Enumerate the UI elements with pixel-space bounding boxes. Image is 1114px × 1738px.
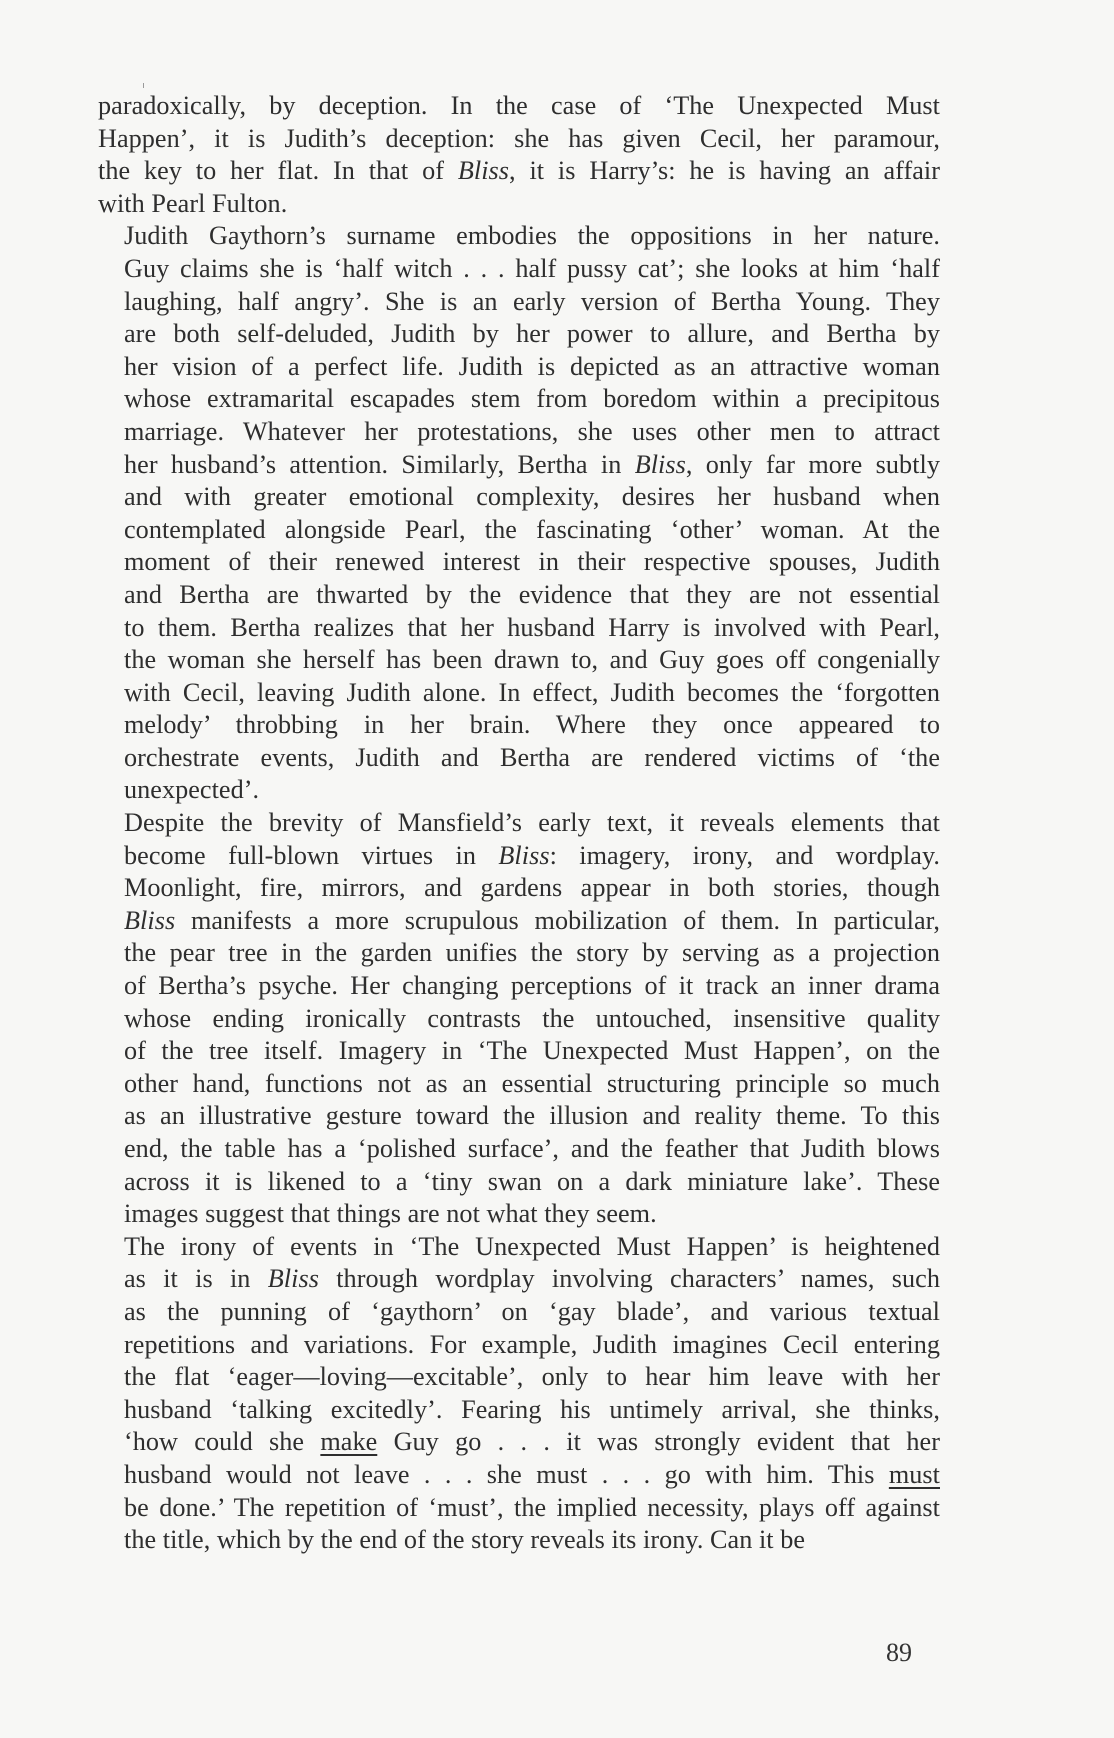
text-run: Happen’, it is Judith’s deception: she has given Cecil, her paramour, xyxy=(98,123,940,153)
text-line xyxy=(98,1296,940,1329)
italic-title: Bliss xyxy=(457,156,510,186)
text-line xyxy=(98,1263,940,1296)
text-line xyxy=(98,579,940,612)
text-run: paradoxically, by deception. In the case of ‘The Unexpected Must xyxy=(98,91,940,120)
text-run: The irony of events in ‘The Unexpected Must Happen’ is heightened xyxy=(124,1231,940,1261)
text-line xyxy=(98,970,940,1003)
text-line xyxy=(98,155,940,188)
text-run: contemplated alongside Pearl, the fascinating ‘other’ woman. At the xyxy=(124,514,940,544)
text-line xyxy=(98,774,940,807)
text-run: husband would not leave . . . she must . . . go with him. This xyxy=(124,1459,889,1489)
text-line xyxy=(98,1459,940,1492)
text-run: Moonlight, fire, mirrors, and gardens appear in both stories, though xyxy=(124,873,940,903)
text-line xyxy=(98,351,940,384)
text-line xyxy=(98,840,940,873)
underlined-emphasis: must xyxy=(888,1459,940,1489)
text-run: images suggest that things are not what they seem. xyxy=(124,1199,657,1229)
text-run: and Bertha are thwarted by the evidence that they are not essential xyxy=(124,579,940,609)
paragraph xyxy=(98,220,940,807)
body-text xyxy=(98,90,940,1557)
text-line xyxy=(98,1231,940,1264)
text-run: Despite the brevity of Mansfield’s early text, it reveals elements that xyxy=(124,808,940,838)
text-run: as an illustrative gesture toward the illusion and reality theme. To this xyxy=(124,1101,940,1131)
text-run: with Cecil, leaving Judith alone. In effect, Judith becomes the ‘forgotten xyxy=(124,677,940,707)
text-run: Judith Gaythorn’s surname embodies the oppositions in her nature. xyxy=(124,221,940,251)
text-line xyxy=(98,1426,940,1459)
text-run: ‘how could she xyxy=(124,1427,321,1457)
text-run: laughing, half angry’. She is an early version of Bertha Young. They xyxy=(124,286,940,316)
text-line xyxy=(98,937,940,970)
text-run: of the tree itself. Imagery in ‘The Unexpected Must Happen’, on the xyxy=(124,1036,940,1066)
text-line xyxy=(98,1394,940,1427)
text-line xyxy=(98,1100,940,1133)
text-line xyxy=(98,905,940,938)
text-line xyxy=(98,1329,940,1362)
text-line xyxy=(98,1166,940,1199)
text-line xyxy=(98,1524,940,1557)
text-run: repetitions and variations. For example, Judith imagines Cecil entering xyxy=(124,1329,940,1359)
text-run: melody’ throbbing in her brain. Where they once appeared to xyxy=(124,710,940,740)
text-run: with Pearl Fulton. xyxy=(98,188,288,218)
text-run: : imagery, irony, and wordplay. xyxy=(549,840,941,870)
text-run: become full-blown virtues in xyxy=(124,840,499,870)
italic-title: Bliss xyxy=(498,840,550,870)
text-line xyxy=(98,546,940,579)
text-line xyxy=(98,90,940,123)
text-run: husband ‘talking excitedly’. Fearing his untimely arrival, she thinks, xyxy=(124,1394,940,1424)
text-run: other hand, functions not as an essential structuring principle so much xyxy=(124,1068,940,1098)
text-line xyxy=(98,1198,940,1231)
text-run: unexpected’. xyxy=(124,775,260,805)
text-line xyxy=(98,1492,940,1525)
text-run: through wordplay involving characters’ names, such xyxy=(318,1264,940,1294)
page-number: 89 xyxy=(886,1638,912,1667)
text-run: the woman she herself has been drawn to, and Guy goes off congenially xyxy=(124,645,940,675)
text-run: whose extramarital escapades stem from boredom within a precipitous xyxy=(124,384,940,414)
italic-title: Bliss xyxy=(124,905,176,935)
text-line xyxy=(98,449,940,482)
text-run: the title, which by the end of the story reveals its irony. Can it be xyxy=(124,1525,806,1555)
text-line xyxy=(98,1133,940,1166)
paragraph xyxy=(98,90,940,220)
text-run: across it is likened to a ‘tiny swan on a dark miniature lake’. These xyxy=(124,1166,940,1196)
text-run: as it is in xyxy=(124,1264,268,1294)
page-mark xyxy=(143,83,144,88)
text-line xyxy=(98,807,940,840)
italic-title: Bliss xyxy=(634,449,686,479)
text-run: manifests a more scrupulous mobilization of them. In particular, xyxy=(175,905,940,935)
text-line xyxy=(98,383,940,416)
text-run: as the punning of ‘gaythorn’ on ‘gay blade’, and various textual xyxy=(124,1296,940,1326)
text-run: of Bertha’s psyche. Her changing perceptions of it track an inner drama xyxy=(124,971,940,1001)
text-line xyxy=(98,514,940,547)
paragraph xyxy=(98,1231,940,1557)
text-run: the flat ‘eager—loving—excitable’, only to hear him leave with her xyxy=(124,1362,940,1392)
text-line xyxy=(98,872,940,905)
text-run: Guy go . . . it was strongly evident that her xyxy=(377,1427,940,1457)
text-line xyxy=(98,481,940,514)
text-line xyxy=(98,416,940,449)
italic-title: Bliss xyxy=(267,1264,319,1294)
text-line xyxy=(98,1361,940,1394)
text-line xyxy=(98,220,940,253)
text-run: her husband’s attention. Similarly, Bertha in xyxy=(124,449,635,479)
text-run: , only far more subtly xyxy=(685,449,940,479)
paragraph xyxy=(98,807,940,1231)
text-run: marriage. Whatever her protestations, she uses other men to attract xyxy=(124,416,940,446)
text-run: her vision of a perfect life. Judith is depicted as an attractive woman xyxy=(124,351,940,381)
underlined-emphasis: make xyxy=(320,1427,378,1457)
text-run: are both self-deluded, Judith by her power to allure, and Bertha by xyxy=(124,319,940,349)
text-run: , it is Harry’s: he is having an affair xyxy=(509,156,940,186)
text-line xyxy=(98,677,940,710)
text-line xyxy=(98,123,940,156)
text-run: end, the table has a ‘polished surface’, and the feather that Judith blows xyxy=(124,1134,940,1163)
text-run: whose ending ironically contrasts the untouched, insensitive quality xyxy=(124,1003,940,1033)
text-run: the key to her flat. In that of xyxy=(98,156,458,186)
text-line xyxy=(98,1003,940,1036)
text-line xyxy=(98,1068,940,1101)
text-run: the pear tree in the garden unifies the story by serving as a projection xyxy=(124,938,940,968)
text-line xyxy=(98,286,940,319)
text-line xyxy=(98,612,940,645)
text-run: Guy claims she is ‘half witch . . . half pussy cat’; she looks at him ‘half xyxy=(124,253,940,283)
text-line xyxy=(98,253,940,286)
text-line xyxy=(98,1035,940,1068)
text-line xyxy=(98,709,940,742)
text-run: to them. Bertha realizes that her husband Harry is involved with Pearl, xyxy=(124,612,940,642)
text-run: and with greater emotional complexity, desires her husband when xyxy=(124,482,940,512)
text-run: moment of their renewed interest in their respective spouses, Judith xyxy=(124,547,940,577)
text-line xyxy=(98,188,940,221)
text-run: be done.’ The repetition of ‘must’, the implied necessity, plays off against xyxy=(124,1492,940,1522)
text-line xyxy=(98,644,940,677)
text-line xyxy=(98,742,940,775)
text-line xyxy=(98,318,940,351)
text-run: orchestrate events, Judith and Bertha are rendered victims of ‘the xyxy=(124,742,940,772)
